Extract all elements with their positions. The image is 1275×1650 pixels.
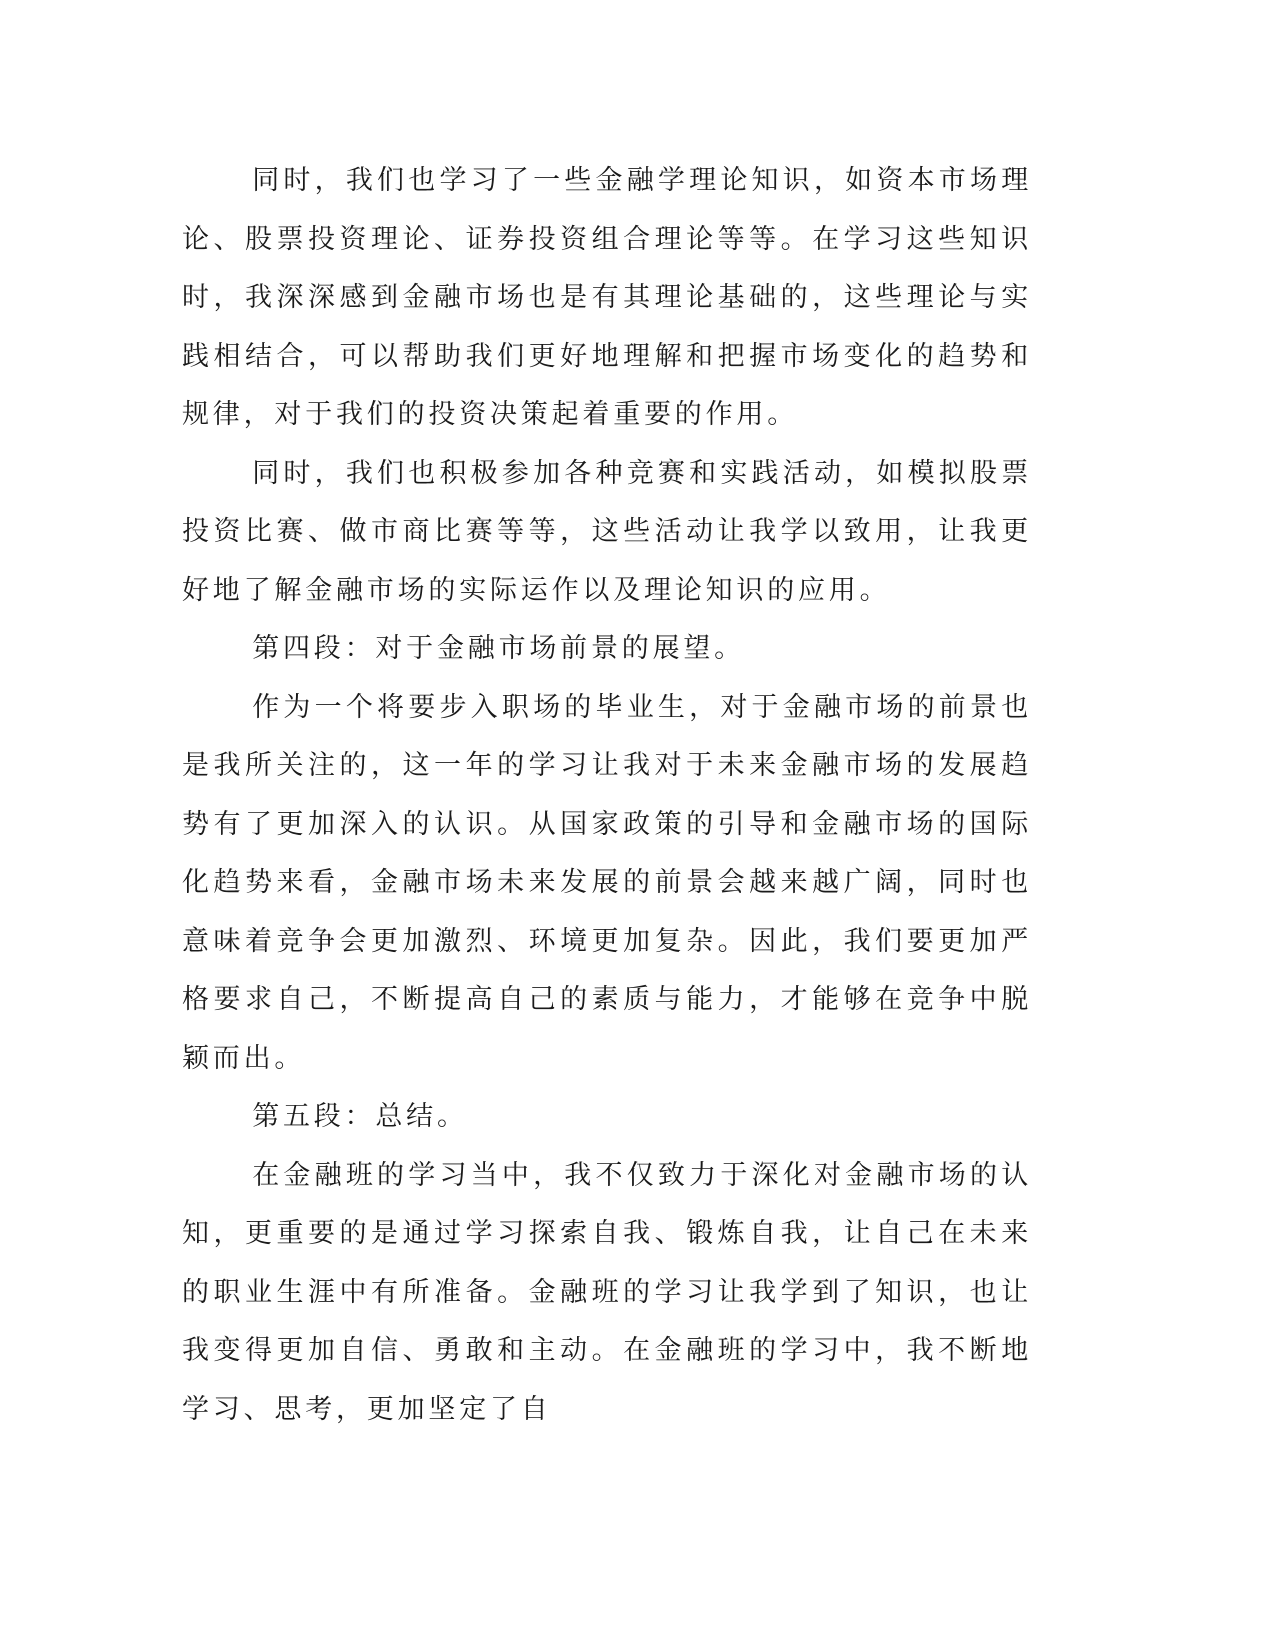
section-heading-summary: 第五段：总结。	[252, 1101, 468, 1132]
paragraph-outlook: 作为一个将要步入职场的毕业生，对于金融市场的前景也是我所关注的，这一年的学习让我对于未来金融市场的发展趋势有了更加深入的认识。从国家政策的引导和金融市场的国际化趋势来看，金融市场未来发展的前景会越来越广阔，同时也意味着竞争会更加激烈、环境更加复杂。因此，我们要更加严格要求自己，不断提高自己的素质与能力，才能够在竞争中脱颖而出。	[182, 691, 1032, 1074]
paragraph-competitions: 同时，我们也积极参加各种竞赛和实践活动，如模拟股票投资比赛、做市商比赛等等，这些活动让我学以致用，让我更好地了解金融市场的实际运作以及理论知识的应用。	[182, 457, 1032, 606]
section-heading-outlook: 第四段：对于金融市场前景的展望。	[252, 633, 745, 664]
document-body	[182, 152, 1032, 1439]
paragraph-theory-study: 同时，我们也学习了一些金融学理论知识，如资本市场理论、股票投资理论、证券投资组合理论等等。在学习这些知识时，我深深感到金融市场也是有其理论基础的，这些理论与实践相结合，可以帮助我们更好地理解和把握市场变化的趋势和规律，对于我们的投资决策起着重要的作用。	[182, 165, 1032, 430]
paragraph-summary: 在金融班的学习当中，我不仅致力于深化对金融市场的认知，更重要的是通过学习探索自我、锻炼自我，让自己在未来的职业生涯中有所准备。金融班的学习让我学到了知识，也让我变得更加自信、勇敢和主动。在金融班的学习中，我不断地学习、思考，更加坚定了自	[182, 1159, 1032, 1425]
